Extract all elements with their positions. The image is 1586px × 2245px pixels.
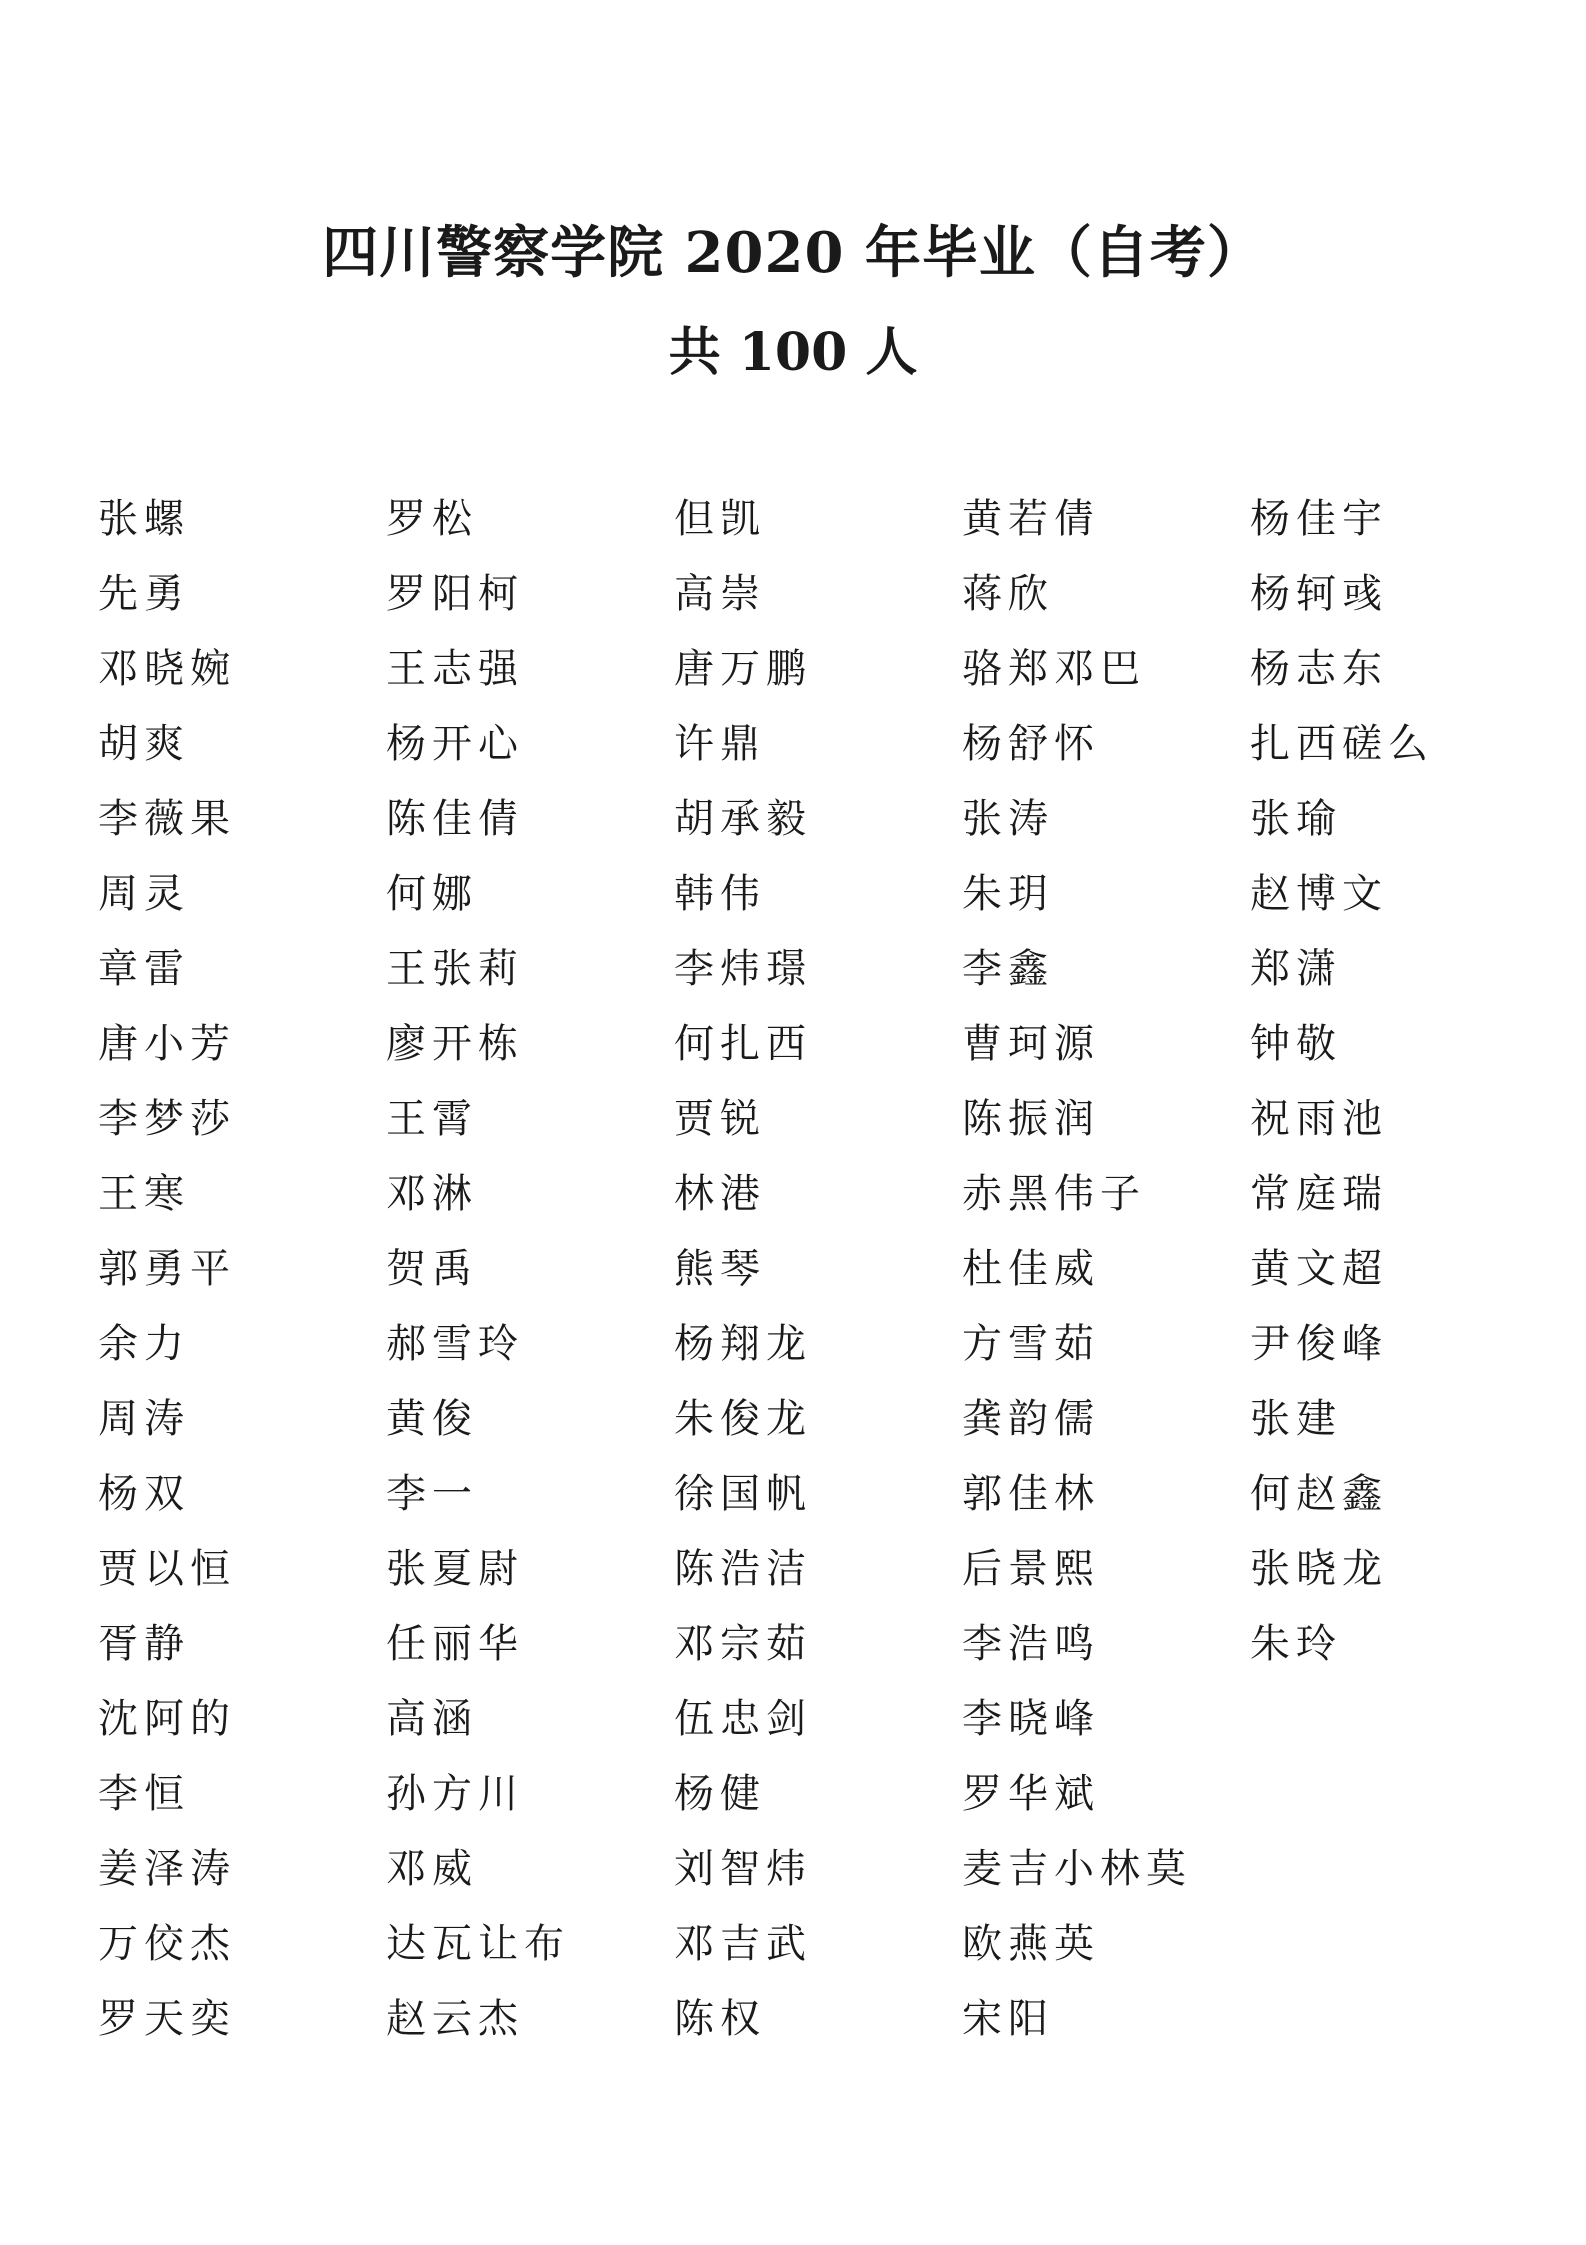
graduate-name: 王寒 xyxy=(98,1171,190,1217)
graduate-name: 朱俊龙 xyxy=(674,1396,812,1442)
name-column xyxy=(674,486,962,2061)
graduate-name: 万佼杰 xyxy=(98,1921,236,1967)
graduate-name: 章雷 xyxy=(98,946,190,992)
document-title: 四川警察学院 2020 年毕业（自考） xyxy=(322,220,1264,286)
graduate-name: 何娜 xyxy=(386,871,478,917)
graduate-name: 廖开栋 xyxy=(386,1021,524,1067)
graduate-name: 李晓峰 xyxy=(962,1696,1100,1742)
graduate-name: 骆郑邓巴 xyxy=(962,646,1146,692)
graduate-name: 扎西磋么 xyxy=(1250,721,1434,767)
graduate-name: 任丽华 xyxy=(386,1621,524,1667)
graduate-name: 邓吉武 xyxy=(674,1921,812,1967)
graduate-name: 张夏尉 xyxy=(386,1546,524,1592)
graduate-name: 何赵鑫 xyxy=(1250,1471,1388,1517)
graduate-name: 张瑜 xyxy=(1250,796,1342,842)
graduate-name: 杨舒怀 xyxy=(962,721,1100,767)
graduate-name: 常庭瑞 xyxy=(1250,1171,1388,1217)
graduate-name: 杨开心 xyxy=(386,721,524,767)
graduate-name: 刘智炜 xyxy=(674,1846,812,1892)
graduate-name: 许鼎 xyxy=(674,721,766,767)
graduate-name: 杨轲彧 xyxy=(1250,571,1388,617)
graduate-name: 欧燕英 xyxy=(962,1921,1100,1967)
graduate-name: 杨双 xyxy=(98,1471,190,1517)
graduate-name: 陈权 xyxy=(674,1996,766,2042)
graduate-name: 贺禹 xyxy=(386,1246,478,1292)
graduate-name: 张建 xyxy=(1250,1396,1342,1442)
graduate-name: 陈佳倩 xyxy=(386,796,524,842)
graduate-name: 王志强 xyxy=(386,646,524,692)
name-column xyxy=(962,486,1250,2061)
graduate-name: 徐国帆 xyxy=(674,1471,812,1517)
graduate-name: 姜泽涛 xyxy=(98,1846,236,1892)
graduate-name: 杨志东 xyxy=(1250,646,1388,692)
graduate-name: 郑潇 xyxy=(1250,946,1342,992)
graduate-name: 伍忠剑 xyxy=(674,1696,812,1742)
graduate-name: 方雪茹 xyxy=(962,1321,1100,1367)
graduate-name: 韩伟 xyxy=(674,871,766,917)
graduate-name: 罗松 xyxy=(386,496,478,542)
graduate-name: 龚韵儒 xyxy=(962,1396,1100,1442)
graduate-name: 钟敬 xyxy=(1250,1021,1342,1067)
graduate-name: 杨健 xyxy=(674,1771,766,1817)
graduate-name: 李浩鸣 xyxy=(962,1621,1100,1667)
graduate-name: 邓晓婉 xyxy=(98,646,236,692)
graduate-name: 贾锐 xyxy=(674,1096,766,1142)
graduate-name: 陈浩洁 xyxy=(674,1546,812,1592)
graduate-name: 胥静 xyxy=(98,1621,190,1667)
graduate-name: 余力 xyxy=(98,1321,190,1367)
document-subtitle: 共 100 人 xyxy=(668,322,918,383)
graduate-name: 宋阳 xyxy=(962,1996,1054,2042)
graduate-name: 祝雨池 xyxy=(1250,1096,1388,1142)
graduate-name: 郭佳林 xyxy=(962,1471,1100,1517)
graduate-name: 麦吉小林莫 xyxy=(962,1846,1192,1892)
graduate-name: 王霄 xyxy=(386,1096,478,1142)
graduate-name: 王张莉 xyxy=(386,946,524,992)
graduate-name: 孙方川 xyxy=(386,1771,524,1817)
graduate-name: 赵云杰 xyxy=(386,1996,524,2042)
graduate-name: 李炜璟 xyxy=(674,946,812,992)
graduate-name: 赵博文 xyxy=(1250,871,1388,917)
graduate-name: 张晓龙 xyxy=(1250,1546,1388,1592)
graduate-name: 杨翔龙 xyxy=(674,1321,812,1367)
name-column xyxy=(98,486,386,2061)
graduate-name: 李薇果 xyxy=(98,796,236,842)
graduate-name: 张涛 xyxy=(962,796,1054,842)
graduate-name: 朱玲 xyxy=(1250,1621,1342,1667)
graduate-name: 胡承毅 xyxy=(674,796,812,842)
graduate-name: 李鑫 xyxy=(962,946,1054,992)
graduate-name: 尹俊峰 xyxy=(1250,1321,1388,1367)
graduate-name: 罗天奕 xyxy=(98,1996,236,2042)
graduate-name: 唐万鹏 xyxy=(674,646,812,692)
graduate-name: 邓宗茹 xyxy=(674,1621,812,1667)
graduate-name: 黄若倩 xyxy=(962,496,1100,542)
graduate-name: 高涵 xyxy=(386,1696,478,1742)
graduate-name: 熊琴 xyxy=(674,1246,766,1292)
graduate-name: 周灵 xyxy=(98,871,190,917)
name-column xyxy=(386,486,674,2061)
graduate-name: 罗阳柯 xyxy=(386,571,524,617)
graduate-name: 先勇 xyxy=(98,571,190,617)
graduate-name: 但凯 xyxy=(674,496,766,542)
graduate-name: 林港 xyxy=(674,1171,766,1217)
graduate-name: 杜佳威 xyxy=(962,1246,1100,1292)
graduate-name: 陈振润 xyxy=(962,1096,1100,1142)
graduate-name: 后景熙 xyxy=(962,1546,1100,1592)
graduate-name: 达瓦让布 xyxy=(386,1921,570,1967)
graduate-name: 郭勇平 xyxy=(98,1246,236,1292)
graduate-name: 唐小芳 xyxy=(98,1021,236,1067)
graduate-name: 蒋欣 xyxy=(962,571,1054,617)
graduate-name: 曹珂源 xyxy=(962,1021,1100,1067)
graduate-name: 邓淋 xyxy=(386,1171,478,1217)
graduate-name: 李梦莎 xyxy=(98,1096,236,1142)
graduate-name: 张螺 xyxy=(98,496,190,542)
graduate-name: 何扎西 xyxy=(674,1021,812,1067)
graduate-name: 胡爽 xyxy=(98,721,190,767)
name-list xyxy=(98,486,1538,2061)
graduate-name: 邓威 xyxy=(386,1846,478,1892)
graduate-name: 高崇 xyxy=(674,571,766,617)
graduate-name: 杨佳宇 xyxy=(1250,496,1388,542)
graduate-name: 朱玥 xyxy=(962,871,1054,917)
graduate-name: 李一 xyxy=(386,1471,478,1517)
graduate-name: 黄文超 xyxy=(1250,1246,1388,1292)
graduate-name: 沈阿的 xyxy=(98,1696,236,1742)
graduate-name: 郝雪玲 xyxy=(386,1321,524,1367)
graduate-name: 罗华斌 xyxy=(962,1771,1100,1817)
name-column xyxy=(1250,486,1538,2061)
graduate-name: 周涛 xyxy=(98,1396,190,1442)
graduate-name: 黄俊 xyxy=(386,1396,478,1442)
graduate-name: 赤黑伟子 xyxy=(962,1171,1146,1217)
graduate-name: 李恒 xyxy=(98,1771,190,1817)
graduate-name: 贾以恒 xyxy=(98,1546,236,1592)
